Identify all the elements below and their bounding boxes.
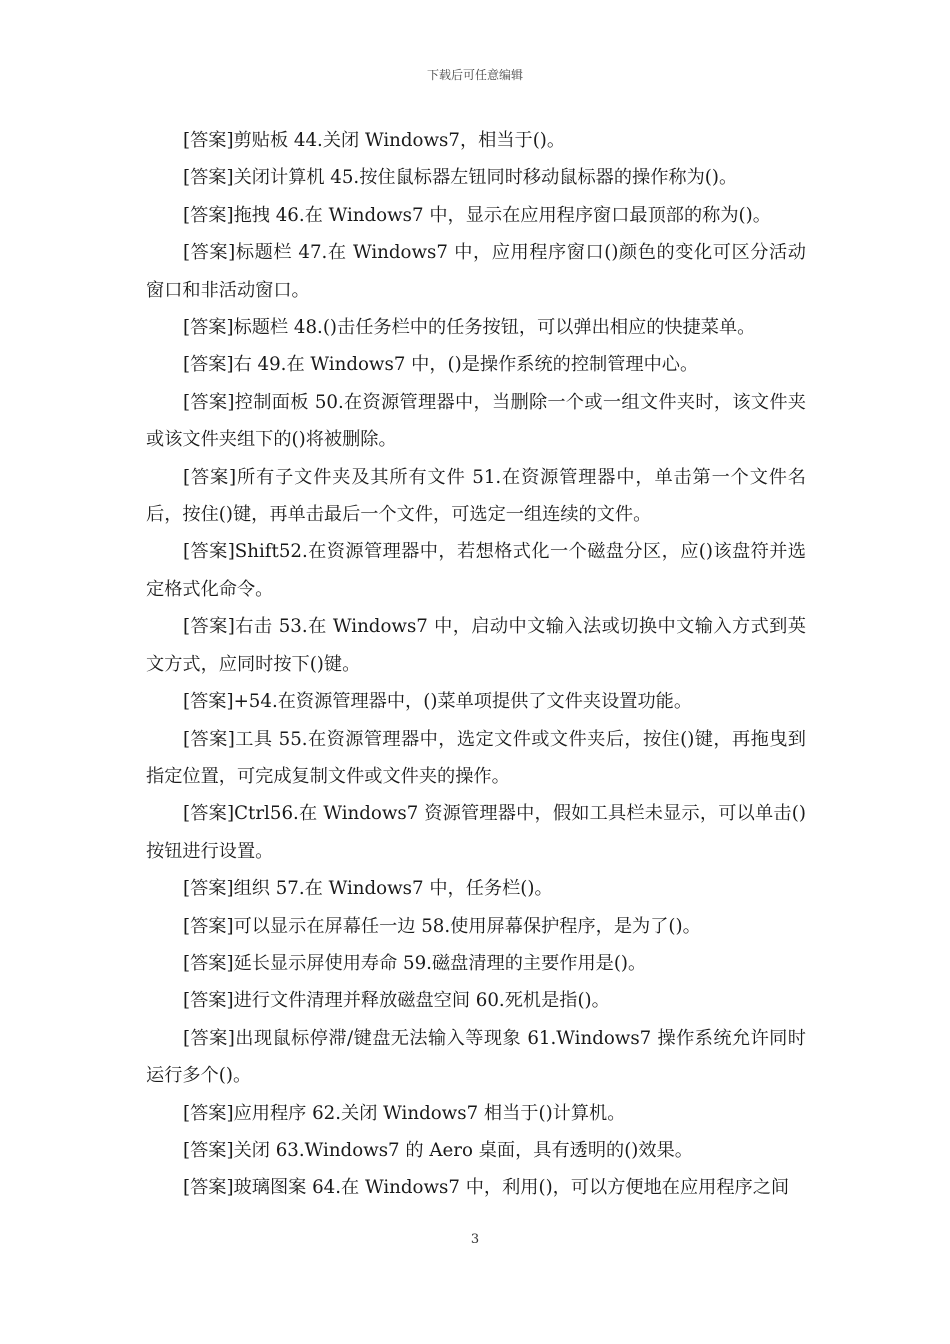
paragraph-5: [答案]标题栏 48.()击任务栏中的任务按钮，可以弹出相应的快捷菜单。 xyxy=(183,317,756,339)
paragraph-15: [答案]可以显示在屏幕任一边 58.使用屏幕保护程序，是为了()。 xyxy=(183,915,701,937)
paragraph-3: [答案]拖拽 46.在 Windows7 中，显示在应用程序窗口最顶部的称为()。 xyxy=(183,204,771,226)
paragraph-18: [答案]出现鼠标停滞/键盘无法输入等现象 61.Windows7 操作系统允许同时运行多个()。 xyxy=(146,1027,806,1087)
paragraph-12: [答案]工具 55.在资源管理器中，选定文件或文件夹后，按住()键，再拖曳到指定位置，可完成复制文件或文件夹的操作。 xyxy=(146,728,806,787)
paragraph-10: [答案]右击 53.在 Windows7 中，启动中文输入法或切换中文输入方式到英文方式，应同时按下()键。 xyxy=(146,616,806,675)
paragraph-14: [答案]组织 57.在 Windows7 中，任务栏()。 xyxy=(183,878,553,900)
paragraph-13: [答案]Ctrl56.在 Windows7 资源管理器中，假如工具栏未显示，可以单击()按钮进行设置。 xyxy=(146,803,806,862)
paragraph-7: [答案]控制面板 50.在资源管理器中，当删除一个或一组文件夹时，该文件夹或该文件夹组下的()将被删除。 xyxy=(146,391,806,451)
paragraph-4: [答案]标题栏 47.在 Windows7 中，应用程序窗口()颜色的变化可区分活动窗口和非活动窗口。 xyxy=(146,242,806,301)
page-number: 3 xyxy=(470,1232,480,1247)
paragraph-2: [答案]关闭计算机 45.按住鼠标器左钮同时移动鼠标器的操作称为()。 xyxy=(183,167,738,189)
page-header: 下载后可任意编辑 xyxy=(426,68,523,82)
paragraph-17: [答案]进行文件清理并释放磁盘空间 60.死机是指()。 xyxy=(183,990,610,1012)
document-body xyxy=(146,122,806,1207)
paragraph-20: [答案]关闭 63.Windows7 的 Aero 桌面，具有透明的()效果。 xyxy=(183,1139,693,1161)
paragraph-6: [答案]右 49.在 Windows7 中，()是操作系统的控制管理中心。 xyxy=(183,354,699,376)
paragraph-16: [答案]延长显示屏使用寿命 59.磁盘清理的主要作用是()。 xyxy=(183,952,647,974)
paragraph-8: [答案]所有子文件夹及其所有文件 51.在资源管理器中，单击第一个文件名后，按住()键，再单击最后一个文件，可选定一组连续的文件。 xyxy=(146,466,806,526)
paragraph-9: [答案]Shift52.在资源管理器中，若想格式化一个磁盘分区，应()该盘符并选定格式化命令。 xyxy=(146,541,806,600)
paragraph-11: [答案]+54.在资源管理器中，()菜单项提供了文件夹设置功能。 xyxy=(183,691,693,713)
paragraph-1: [答案]剪贴板 44.关闭 Windows7，相当于()。 xyxy=(183,130,566,151)
paragraph-19: [答案]应用程序 62.关闭 Windows7 相当于()计算机。 xyxy=(183,1102,626,1124)
paragraph-21: [答案]玻璃图案 64.在 Windows7 中，利用()，可以方便地在应用程序之间 xyxy=(183,1177,790,1199)
